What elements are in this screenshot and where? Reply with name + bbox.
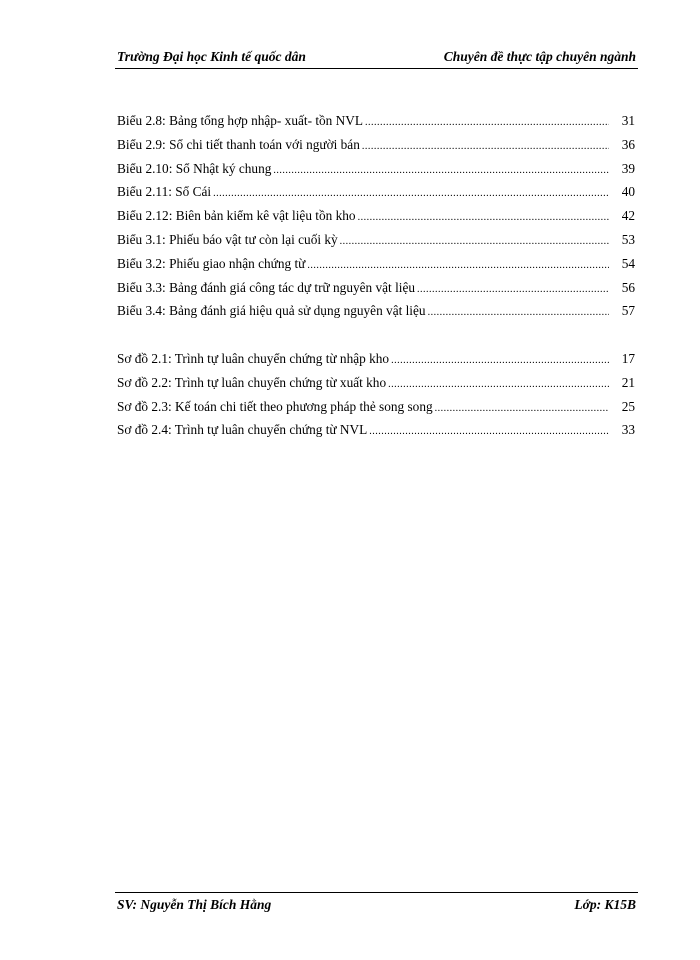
toc-entry bbox=[117, 232, 635, 256]
footer-student-name: SV: Nguyễn Thị Bích Hằng bbox=[117, 897, 272, 912]
toc-entry-page: 21 bbox=[621, 374, 635, 390]
diagram-list bbox=[117, 351, 635, 446]
toc-entry-page: 57 bbox=[621, 303, 635, 319]
toc-entry bbox=[117, 399, 635, 423]
toc-leader-dots bbox=[362, 141, 609, 152]
toc-entry-title: Biểu 3.2: Phiếu giao nhận chứng từ bbox=[117, 255, 306, 271]
toc-entry-title: Sơ đồ 2.1: Trình tự luân chuyển chứng từ nhập kho bbox=[117, 351, 390, 366]
toc-entry bbox=[117, 113, 635, 137]
toc-entry-title: Biểu 2.8: Bảng tổng hợp nhập- xuất- tồn NVL bbox=[117, 113, 363, 128]
toc-leader-dots bbox=[435, 403, 609, 414]
toc-leader-dots bbox=[428, 307, 609, 318]
toc-entry-title: Sơ đồ 2.2: Trình tự luân chuyển chứng từ xuất kho bbox=[117, 374, 387, 390]
toc-entry-page: 36 bbox=[621, 136, 635, 152]
toc-leader-dots bbox=[388, 379, 609, 390]
toc-entry-page: 53 bbox=[621, 231, 635, 247]
toc-leader-dots bbox=[358, 212, 609, 223]
toc-entry-title: Biểu 2.10: Sổ Nhật ký chung bbox=[117, 160, 272, 176]
toc-entry-title: Biểu 3.1: Phiếu báo vật tư còn lại cuối kỳ bbox=[117, 231, 338, 247]
toc-entry-title: Biểu 3.3: Bảng đánh giá công tác dự trữ nguyên vật liệu bbox=[117, 279, 416, 295]
toc-leader-dots bbox=[391, 355, 609, 366]
toc-entry-page: 31 bbox=[621, 113, 635, 128]
toc-entry-title: Sơ đồ 2.4: Trình tự luân chuyển chứng từ NVL bbox=[117, 422, 368, 438]
toc-entry-page: 33 bbox=[621, 422, 635, 438]
footer-class: Lớp: K15B bbox=[574, 897, 636, 912]
toc-entry bbox=[117, 422, 635, 446]
toc-entry bbox=[117, 303, 635, 327]
toc-leader-dots bbox=[307, 260, 609, 271]
toc-entry bbox=[117, 256, 635, 280]
toc-entry-page: 42 bbox=[621, 208, 635, 224]
toc-entry-page: 56 bbox=[621, 279, 635, 295]
toc-leader-dots bbox=[369, 426, 609, 437]
toc-entry-page: 17 bbox=[621, 351, 635, 366]
toc-leader-dots bbox=[365, 117, 609, 128]
toc-entry-page: 40 bbox=[621, 184, 635, 200]
toc-leader-dots bbox=[340, 236, 609, 247]
toc-entry-page: 39 bbox=[621, 160, 635, 176]
toc-entry-page: 25 bbox=[621, 398, 635, 414]
toc-entry bbox=[117, 375, 635, 399]
toc-entry bbox=[117, 208, 635, 232]
table-list bbox=[117, 113, 635, 327]
toc-entry-title: Biểu 2.11: Sổ Cái bbox=[117, 184, 212, 200]
toc-leader-dots bbox=[417, 284, 609, 295]
toc-entry bbox=[117, 137, 635, 161]
toc-entry-title: Biểu 2.9: Sổ chi tiết thanh toán với người bán bbox=[117, 136, 360, 152]
toc-entry-page: 54 bbox=[621, 255, 635, 271]
toc-entry bbox=[117, 184, 635, 208]
toc-leader-dots bbox=[213, 188, 609, 199]
toc-entry bbox=[117, 351, 635, 375]
toc-leader-dots bbox=[273, 165, 609, 176]
header-report-type: Chuyên đề thực tập chuyên ngành bbox=[443, 49, 636, 64]
header-university: Trường Đại học Kinh tế quốc dân bbox=[117, 49, 306, 64]
toc-entry bbox=[117, 161, 635, 185]
page-header bbox=[115, 48, 638, 69]
toc-entry bbox=[117, 280, 635, 304]
toc-entry-title: Sơ đồ 2.3: Kế toán chi tiết theo phương pháp thẻ song song bbox=[117, 398, 433, 414]
toc-entry-title: Biểu 3.4: Bảng đánh giá hiệu quả sử dụng nguyên vật liệu bbox=[117, 303, 426, 319]
page-footer bbox=[115, 892, 638, 915]
toc-entry-title: Biểu 2.12: Biên bản kiểm kê vật liệu tồn kho bbox=[117, 208, 356, 224]
